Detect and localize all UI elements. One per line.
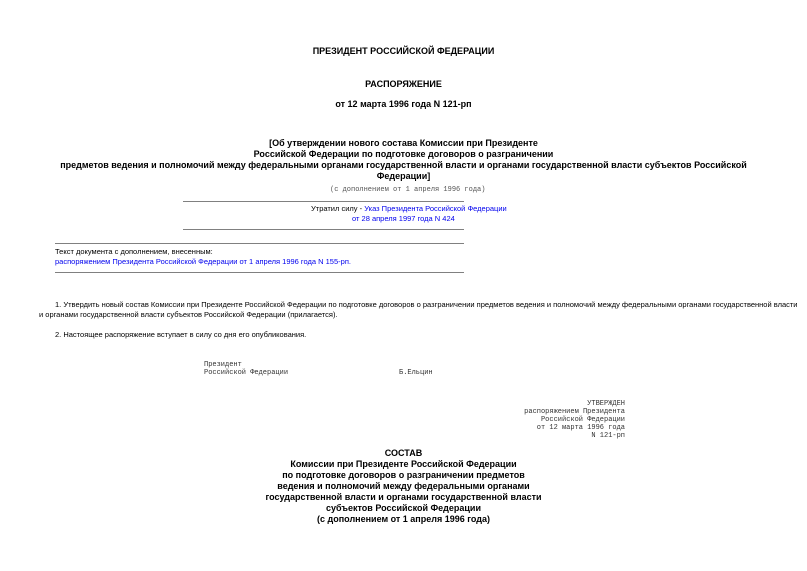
lapsed-prefix: Утратил силу - xyxy=(311,204,365,213)
approval-line-2: распоряжением Президента xyxy=(524,408,625,416)
approval-line-5: N 121-рп xyxy=(591,432,625,440)
signature-title-1: Президент xyxy=(204,361,242,369)
title-line-4: Федерации] xyxy=(376,171,431,181)
composition-line-5: субъектов Российской Федерации xyxy=(325,503,481,513)
amending-order-link[interactable]: распоряжением Президента Российской Федерации от 1 апреля 1996 года N 155-рп. xyxy=(55,257,351,266)
composition-line-4: государственной власти и органами государственной власти xyxy=(265,492,542,502)
title-line-3: предметов ведения и полномочий между федеральными органами государственной власти и органами государственной власти субъектов Российской xyxy=(60,160,747,170)
lapsed-decree-link-date[interactable]: от 28 апреля 1997 года N 424 xyxy=(352,214,455,223)
title-line-2: Российской Федерации по подготовке договоров о разграничении xyxy=(253,149,554,159)
divider xyxy=(183,229,464,230)
lapsed-note-cont xyxy=(352,214,455,224)
composition-line-1: Комиссии при Президенте Российской Федерации xyxy=(290,459,517,469)
approval-line-3: Российской Федерации xyxy=(540,416,625,424)
composition-line-3: ведения и полномочий между федеральными органами xyxy=(277,481,530,491)
approval-line-1: УТВЕРЖДЕН xyxy=(587,400,625,408)
composition-heading: СОСТАВ xyxy=(384,448,423,458)
document-date-number: от 12 марта 1996 года N 121-рп xyxy=(335,99,472,109)
paragraph-1: 1. Утвердить новый состав Комиссии при Президенте Российской Федерации по подготовке договоров о разграничении предметов ведения и полномочий между федеральными органами государственной власти xyxy=(55,300,798,309)
amendment-note: (с дополнением от 1 апреля 1996 года) xyxy=(330,186,486,194)
lapsed-decree-link[interactable]: Указ Президента Российской Федерации xyxy=(364,204,507,213)
signature-name: Б.Ельцин xyxy=(399,369,433,377)
document-type: РАСПОРЯЖЕНИЕ xyxy=(365,79,442,89)
divider xyxy=(183,201,464,202)
approval-line-4: от 12 марта 1996 года xyxy=(536,424,625,432)
divider xyxy=(55,243,464,244)
paragraph-2: 2. Настоящее распоряжение вступает в силу со дня его опубликования. xyxy=(55,330,307,339)
issuer-heading: ПРЕЗИДЕНТ РОССИЙСКОЙ ФЕДЕРАЦИИ xyxy=(312,46,495,56)
composition-line-2: по подготовке договоров о разграничении предметов xyxy=(282,470,525,480)
divider xyxy=(55,272,464,273)
signature-title-2: Российской Федерации xyxy=(204,369,289,377)
lapsed-note xyxy=(311,204,507,214)
changes-intro: Текст документа с дополнением, внесенным: xyxy=(55,247,213,256)
changes-link-row xyxy=(55,257,351,267)
paragraph-1-continued: и органами государственной власти субъектов Российской Федерации (прилагается). xyxy=(39,310,338,319)
composition-line-6: (с дополнением от 1 апреля 1996 года) xyxy=(317,514,490,524)
title-line-1: [Об утверждении нового состава Комиссии при Президенте xyxy=(269,138,538,148)
